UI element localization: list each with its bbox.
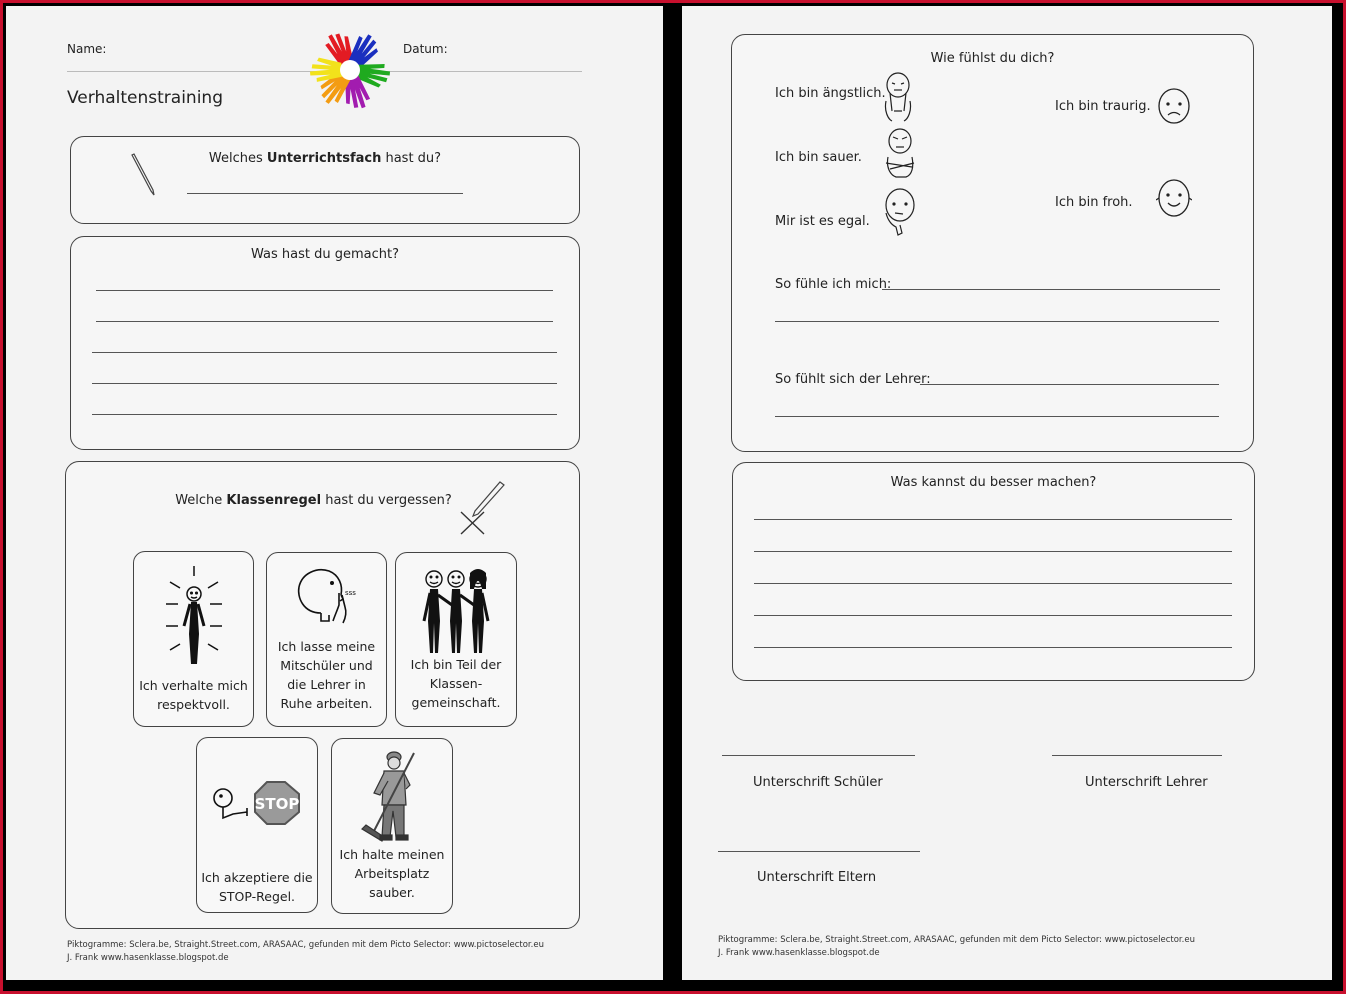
improve-box	[732, 462, 1255, 681]
feeling-anxious: Ich bin ängstlich.	[775, 86, 886, 101]
svg-text:sss: sss	[345, 589, 356, 597]
subject-question: Welches Unterrichtsfach hast du?	[208, 151, 442, 166]
rules-box	[65, 461, 580, 929]
happy-face-icon	[1156, 178, 1192, 218]
rule-text: Ich halte meinen Arbeitsplatz sauber.	[339, 847, 445, 900]
teacher-feels-answer-line[interactable]	[920, 384, 1219, 385]
feeling-sad: Ich bin traurig.	[1055, 99, 1151, 114]
footer-credits: Piktogramme: Sclera.be, Straight.Street.com, ARASAAC, gefunden mit dem Picto Selector: www.pictoselector.eu	[718, 935, 1195, 945]
parents-signature-label: Unterschrift Eltern	[757, 870, 877, 885]
rule-text: Ich bin Teil der Klassen- gemeinschaft.	[410, 657, 502, 710]
student-signature-line[interactable]	[722, 755, 915, 756]
name-label: Name:	[67, 42, 107, 56]
sad-face-icon	[1156, 87, 1192, 125]
rule-text: Ich lasse meine Mitschüler und die Lehrer in Ruhe arbeiten.	[277, 639, 376, 711]
rule-card-stop[interactable]	[196, 737, 318, 913]
stop-sign-icon	[211, 778, 305, 830]
teacher-signature-label: Unterschrift Lehrer	[1085, 775, 1208, 790]
teacher-feels-label: So fühlt sich der Lehrer:	[775, 372, 931, 387]
parents-signature-line[interactable]	[718, 851, 920, 852]
improve-answer-line[interactable]	[754, 551, 1232, 552]
crossed-pencil-icon	[458, 480, 510, 536]
indifferent-face-icon	[882, 187, 918, 237]
did-answer-line[interactable]	[96, 290, 553, 291]
did-question: Was hast du gemacht?	[251, 247, 399, 262]
feel-question: Wie fühlst du dich?	[930, 51, 1055, 66]
footer-credits: Piktogramme: Sclera.be, Straight.Street.com, ARASAAC, gefunden mit dem Picto Selector: www.pictoselector.eu	[67, 940, 544, 950]
improve-answer-line[interactable]	[754, 583, 1232, 584]
feeling-angry: Ich bin sauer.	[775, 150, 862, 165]
rule-card-community[interactable]	[395, 552, 517, 727]
group-people-icon	[420, 565, 494, 657]
did-answer-line[interactable]	[92, 383, 557, 384]
rule-card-quiet[interactable]	[266, 552, 387, 727]
svg-text:STOP: STOP	[254, 795, 300, 813]
improve-answer-line[interactable]	[754, 519, 1232, 520]
rule-card-respect[interactable]	[133, 551, 254, 727]
page-title: Verhaltenstraining	[67, 88, 223, 108]
did-box	[70, 236, 580, 450]
i-feel-label: So fühle ich mich:	[775, 277, 892, 292]
teacher-signature-line[interactable]	[1052, 755, 1222, 756]
date-label: Datum:	[403, 42, 448, 56]
angry-face-icon	[882, 127, 918, 179]
better-question: Was kannst du besser machen?	[890, 475, 1097, 490]
rule-card-clean[interactable]	[331, 738, 453, 914]
subject-box	[70, 136, 580, 224]
subject-answer-line[interactable]	[187, 193, 463, 194]
improve-answer-line[interactable]	[754, 647, 1232, 648]
feeling-happy: Ich bin froh.	[1055, 195, 1133, 210]
anxious-face-icon	[880, 71, 916, 123]
did-answer-line[interactable]	[92, 414, 557, 415]
left-page	[6, 6, 663, 980]
student-signature-label: Unterschrift Schüler	[753, 775, 883, 790]
feelings-box	[731, 34, 1254, 452]
right-page	[682, 6, 1332, 980]
improve-answer-line[interactable]	[754, 615, 1232, 616]
teacher-feels-answer-line[interactable]	[775, 416, 1219, 417]
feeling-indifferent: Mir ist es egal.	[775, 214, 870, 229]
sweeping-person-icon	[358, 749, 428, 843]
footer-author: J. Frank www.hasenklasse.blogspot.de	[718, 948, 880, 958]
did-answer-line[interactable]	[96, 321, 553, 322]
did-answer-line[interactable]	[92, 352, 557, 353]
i-feel-answer-line[interactable]	[775, 321, 1219, 322]
rule-text: Ich verhalte mich respektvoll.	[139, 678, 248, 712]
shush-face-icon	[293, 565, 363, 631]
rule-question: Welche Klassenregel hast du vergessen?	[175, 493, 452, 508]
pencil-icon	[129, 153, 159, 197]
respect-figure-icon	[162, 564, 226, 668]
rule-text: Ich akzeptiere die STOP-Regel.	[201, 870, 313, 904]
hands-logo-icon	[300, 20, 400, 120]
i-feel-answer-line[interactable]	[882, 289, 1220, 290]
footer-author: J. Frank www.hasenklasse.blogspot.de	[67, 953, 229, 963]
